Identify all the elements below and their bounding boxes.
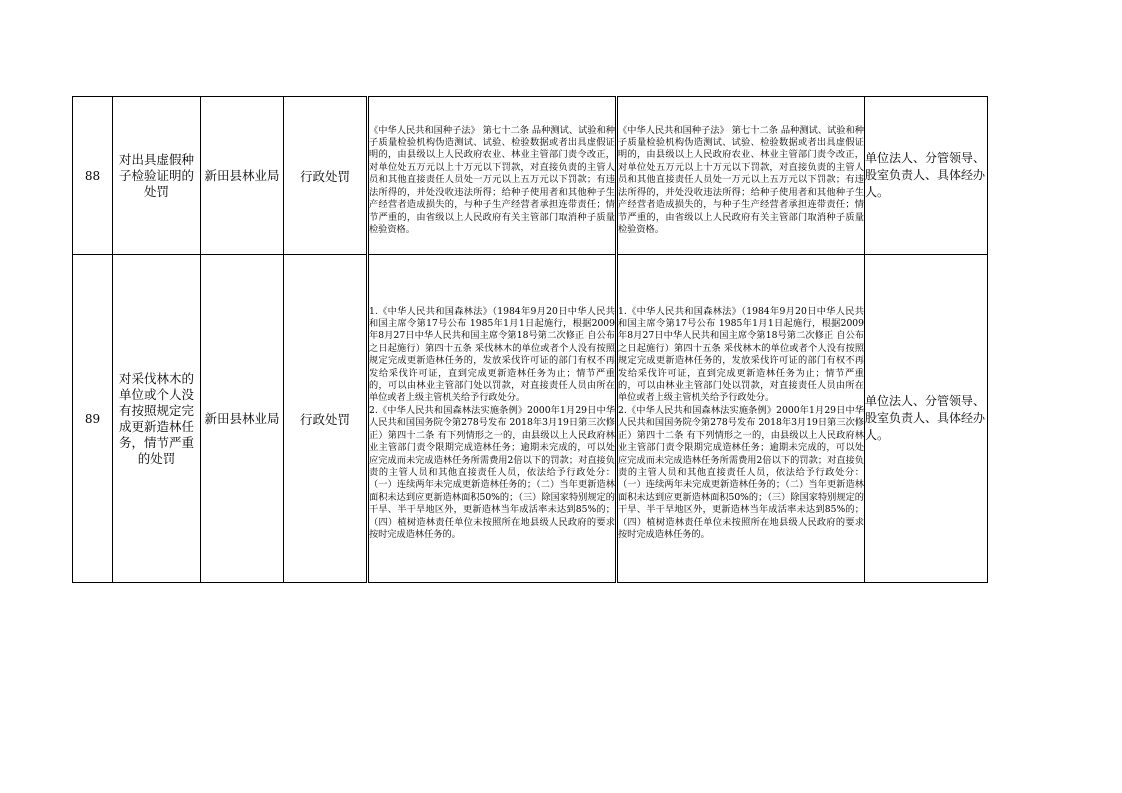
table-row (73, 97, 988, 255)
penalty-type: 行政处罚 (284, 97, 368, 255)
legal-basis: 1.《中华人民共和国森林法》（1984年9月20日中华人民共和国主席令第17号公布 1985年1月1日起施行，根据2009年8月27日中华人民共和国主席令第18号第二次修正 自公布之日起施行）第四十五条 采伐林木的单位或者个人没有按照规定完成更新造林任务的，发放采伐许可证的部门有权不再发给采伐许可证，直到完成更新造林任务为止；情节严重的，可以由林业主管部门处以罚款，对直接责任人员由所在单位或者上级主管机关给予行政处分。 2.《中华人民共和国森林法实施条例》2000年1月29日中华人民共和国国务院令第278号发布 2018年3月19日第三次修正）第四十二条 有下列情形之一的，由县级以上人民政府林业主管部门责令限期完成造林任务；逾期未完成的，可以处应完成而未完成造林任务所需费用2倍以下的罚款；对直接负责的主管人员和其他直接责任人员，依法给予行政处分：（一）连续两年未完成更新造林任务的；（二）当年更新造林面积未达到应更新造林面积50%的；（三）除国家特别规定的干旱、半干旱地区外，更新造林当年成活率未达到85%的；（四）植树造林责任单位未按照所在地县级人民政府的要求按时完成造林任务的。 (368, 255, 617, 583)
penalty-type: 行政处罚 (284, 255, 368, 583)
department: 新田县林业局 (201, 255, 284, 583)
row-number: 89 (73, 255, 113, 583)
penalty-item: 对采伐林木的单位或个人没有按照规定完成更新造林任务，情节严重的处罚 (113, 255, 201, 583)
penalty-table (72, 96, 988, 583)
legal-basis: 《中华人民共和国种子法》 第七十二条 品种测试、试验和种子质量检验机构伪造测试、试验、检验数据或者出具虚假证明的，由县级以上人民政府农业、林业主管部门责令改正，对单位处五万元以上十万元以下罚款，对直接负责的主管人员和其他直接责任人员处一万元以上五万元以下罚款；有违法所得的，并处没收违法所得；给种子使用者和其他种子生产经营者造成损失的，与种子生产经营者承担连带责任；情节严重的，由省级以上人民政府有关主管部门取消种子质量检验资格。 (368, 97, 617, 255)
legal-basis-duplicate: 《中华人民共和国种子法》 第七十二条 品种测试、试验和种子质量检验机构伪造测试、试验、检验数据或者出具虚假证明的，由县级以上人民政府农业、林业主管部门责令改正，对单位处五万元以上十万元以下罚款，对直接负责的主管人员和其他直接责任人员处一万元以上五万元以下罚款；有违法所得的，并处没收违法所得；给种子使用者和其他种子生产经营者造成损失的，与种子生产经营者承担连带责任；情节严重的，由省级以上人民政府有关主管部门取消种子质量检验资格。 (617, 97, 865, 255)
responsible-persons: 单位法人、分管领导、股室负责人、具体经办人。 (865, 255, 988, 583)
department: 新田县林业局 (201, 97, 284, 255)
legal-basis-duplicate: 1.《中华人民共和国森林法》（1984年9月20日中华人民共和国主席令第17号公布 1985年1月1日起施行，根据2009年8月27日中华人民共和国主席令第18号第二次修正 自公布之日起施行）第四十五条 采伐林木的单位或者个人没有按照规定完成更新造林任务的，发放采伐许可证的部门有权不再发给采伐许可证，直到完成更新造林任务为止；情节严重的，可以由林业主管部门处以罚款，对直接责任人员由所在单位或者上级主管机关给予行政处分。 2.《中华人民共和国森林法实施条例》2000年1月29日中华人民共和国国务院令第278号发布 2018年3月19日第三次修正）第四十二条 有下列情形之一的，由县级以上人民政府林业主管部门责令限期完成造林任务；逾期未完成的，可以处应完成而未完成造林任务所需费用2倍以下的罚款；对直接负责的主管人员和其他直接责任人员，依法给予行政处分：（一）连续两年未完成更新造林任务的；（二）当年更新造林面积未达到应更新造林面积50%的；（三）除国家特别规定的干旱、半干旱地区外，更新造林当年成活率未达到85%的；（四）植树造林责任单位未按照所在地县级人民政府的要求按时完成造林任务的。 (617, 255, 865, 583)
table-row (73, 255, 988, 583)
row-number: 88 (73, 97, 113, 255)
responsible-persons: 单位法人、分管领导、股室负责人、具体经办人。 (865, 97, 988, 255)
penalty-item: 对出具虚假种子检验证明的处罚 (113, 97, 201, 255)
